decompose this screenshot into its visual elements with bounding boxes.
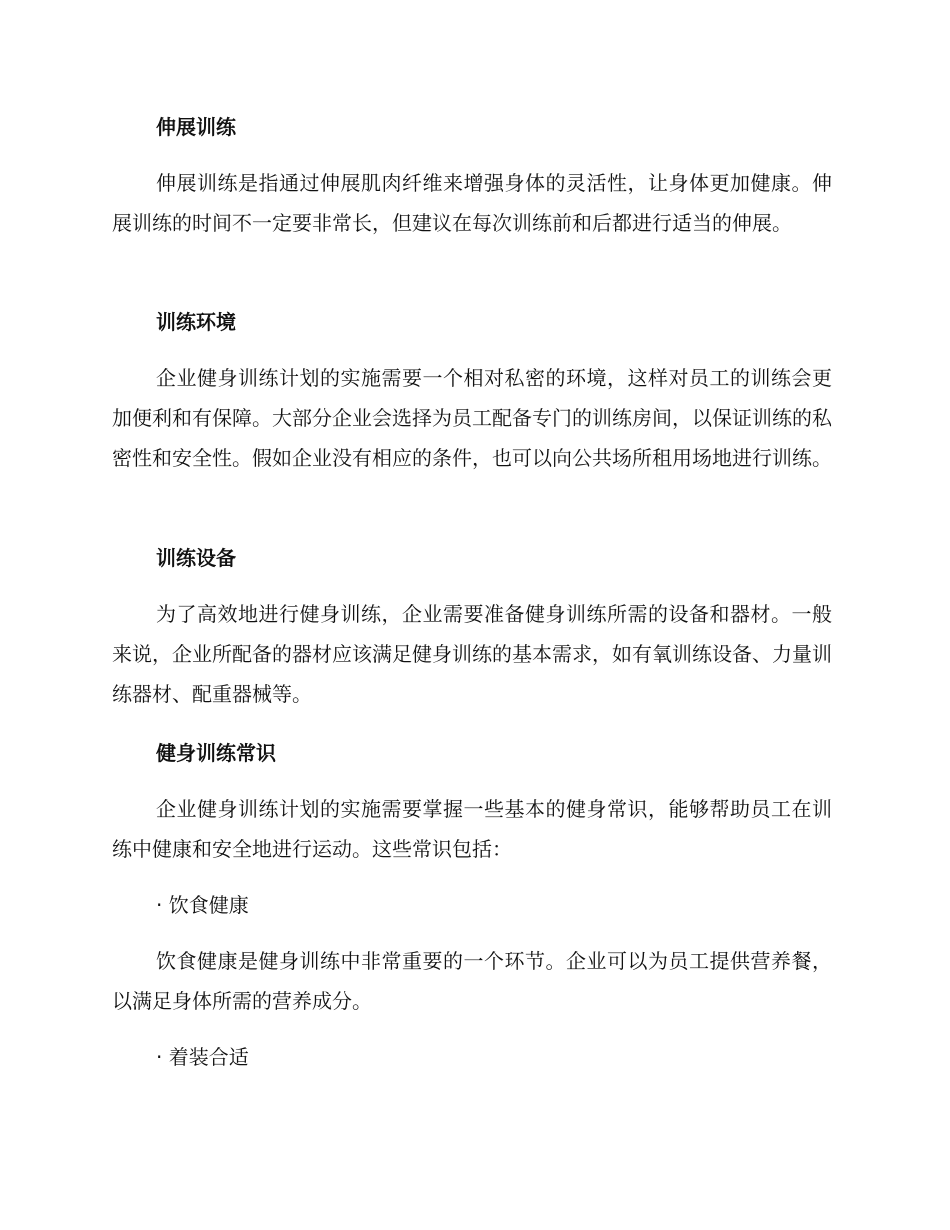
section-body-knowledge: 企业健身训练计划的实施需要掌握一些基本的健身常识，能够帮助员工在训练中健康和安全地进行运动。这些常识包括：	[112, 797, 832, 861]
section-body-stretch: 伸展训练是指通过伸展肌肉纤维来增强身体的灵活性，让身体更加健康。伸展训练的时间不一定要非常长，但建议在每次训练前和后都进行适当的伸展。	[112, 171, 832, 235]
section-heading-equipment: 训练设备	[156, 546, 236, 570]
section-heading-stretch: 伸展训练	[156, 115, 236, 139]
section-body-environment: 企业健身训练计划的实施需要一个相对私密的环境，这样对员工的训练会更加便利和有保障。大部分企业会选择为员工配备专门的训练房间，以保证训练的私密性和安全性。假如企业没有相应的条件，也可以向公共场所租用场地进行训练。	[112, 366, 832, 470]
list-item-diet: · 饮食健康	[156, 893, 249, 917]
section-heading-knowledge: 健身训练常识	[156, 741, 276, 765]
list-item-attire: · 着装合适	[156, 1045, 249, 1069]
section-heading-environment: 训练环境	[156, 310, 236, 334]
list-item-diet-body: 饮食健康是健身训练中非常重要的一个环节。企业可以为员工提供营养餐，以满足身体所需的营养成分。	[112, 949, 832, 1013]
section-body-equipment: 为了高效地进行健身训练，企业需要准备健身训练所需的设备和器材。一般来说，企业所配备的器材应该满足健身训练的基本需求，如有氧训练设备、力量训练器材、配重器械等。	[112, 602, 832, 706]
